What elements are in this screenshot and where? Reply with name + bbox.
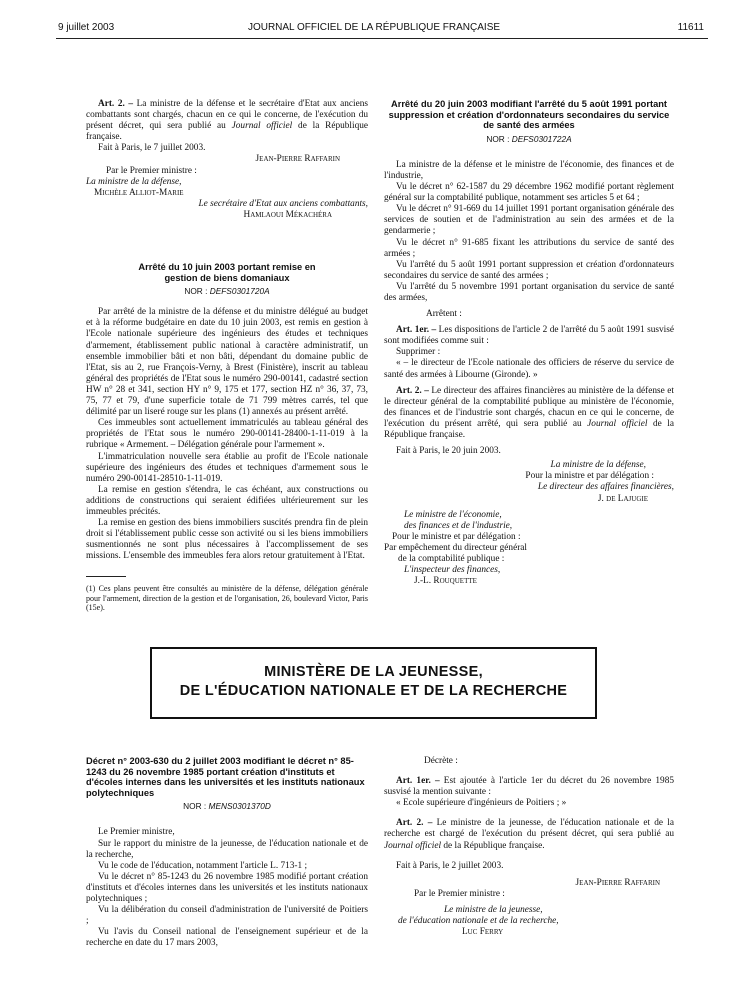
arrete-10-juin-title: Arrêté du 10 juin 2003 portant remise en gestion de biens domaniaux	[138, 262, 316, 283]
secretaire-etat-title: Le secrétaire d'Etat aux anciens combattants,	[198, 198, 368, 209]
header-page-number: 11611	[677, 22, 704, 33]
fait-a-paris: Fait à Paris, le 7 juillet 2003.	[98, 143, 206, 154]
arrete-10-juin	[86, 262, 368, 562]
header-rule	[56, 38, 708, 39]
sig1-title: La ministre de la défense,	[550, 460, 646, 471]
supprimer-label: Supprimer :	[396, 347, 441, 358]
ministry-line-2: DE L'ÉDUCATION NATIONALE ET DE LA RECHERCHE	[179, 683, 568, 699]
sig2-title: des finances et de l'industrie,	[404, 520, 513, 531]
sig2-delegation: Pour le ministre et par délégation :	[392, 531, 521, 542]
decret-continued	[384, 756, 674, 938]
ministre-defense-name: Michèle Alliot-Marie	[94, 187, 184, 198]
article-2-paragraph: Art. 2. – La ministre de la défense et le secrétaire d'Etat aux anciens combattants sont chargés, chacun en ce qui le concerne, de l'exécution du présent décret, qui sera publié au Journal officiel de la République française.	[86, 99, 369, 143]
ministry-banner	[150, 647, 597, 719]
ministre-defense-title: La ministre de la défense,	[86, 176, 182, 187]
arretent: Arrêtent :	[426, 309, 462, 320]
signature-prime-minister: Jean-Pierre Raffarin	[255, 154, 340, 165]
footnote-rule	[86, 576, 126, 577]
decret-nor: NOR : MENS0301370D	[183, 801, 271, 812]
visa-paragraph: Vu le décret n° 62-1587 du 29 décembre 1962 modifié portant règlement général sur la comptabilité publique, notamment ses articles 5 et 64 ;	[384, 182, 674, 204]
decret-2003-630	[86, 756, 368, 950]
arrete-20-juin-title: Arrêté du 20 juin 2003 modifiant l'arrêté du 5 août 1991 portant suppression et création d'ordonnateurs secondaires du service de santé des armées	[388, 99, 670, 131]
footnote: (1) Ces plans peuvent être consultés au ministère de la défense, délégation générale pour l'armement, direction de la gestion et de l'organisation, 26, boulevard Victor, Paris (15e).	[86, 584, 368, 613]
decret-title: Décret n° 2003-630 du 2 juillet 2003 modifiant le décret n° 85-1243 du 26 novembre 1985 portant création d'instituts et d'écoles internes dans les universités et les instituts nationaux polytechniques	[86, 756, 365, 798]
signature-prime-minister: Jean-Pierre Raffarin	[575, 877, 660, 888]
sig1-role: Le directeur des affaires financières,	[537, 482, 674, 493]
visa-paragraph: Sur le rapport du ministre de la jeunesse, de l'éducation nationale et de la recherche,	[86, 838, 368, 860]
visa-paragraph: Vu l'arrêté du 5 novembre 1991 portant organisation du service de santé des armées,	[384, 281, 674, 303]
visa-paragraph: Vu le décret n° 85-1243 du 26 novembre 1985 modifié portant création d'instituts et d'écoles internes dans les universités et les instituts nationaux polytechniques ;	[86, 871, 368, 905]
arrete-10-juin-paragraph: Par arrêté de la ministre de la défense et du ministre délégué au budget et à la réforme budgétaire en date du 10 juin 2003, est remis en gestion à l'Ecole nationale supérieure des ingénieurs des études et techniques d'armement, établissement public national à caractère administratif, un ensemble immobilier bâti et non bâti, dépendant du domaine public de l'Etat, sis au 2, rue François-Verny, à Brest (Finistère), inscrit au tableau général des propriétés de l'Etat sous le numéro 290-00141, cadastré section HW n° 28 et 341, section HY n° 9, 175 et 177, section HZ n° 36, 37, 73, 75, 77 et 79, d'une superficie totale de 71 799 mètres carrés, tel que délimité par un liseré rouge sur les plans (1) annexés au présent arrêté.	[86, 307, 368, 418]
arrete-10-juin-paragraph: L'immatriculation nouvelle sera établie au profit de l'Ecole nationale supérieure des ingénieurs des études et techniques d'armement sous le numéro 290-00141-28510-1-11-019.	[86, 451, 368, 484]
arrete-10-juin-paragraph: La remise en gestion des biens immobiliers suscités prendra fin de plein droit si l'établissement public cesse son activité ou si les biens immobiliers susmentionnés ne sont plus nécessaires à l'accomplissement de ses missions. L'ensemble des immeubles fera alors retour gratuitement à l'Etat.	[86, 518, 368, 562]
article-2-paragraph: Art. 2. – Le directeur des affaires financières au ministère de la défense et le directeur général de la comptabilité publique au ministère de l'économie, des finances et de l'industrie sont chargés, chacun en ce qui le concerne, de l'exécution du présent arrêté, qui sera publié au Journal officiel de la République française.	[384, 385, 675, 441]
ministry-line-1: MINISTÈRE DE LA JEUNESSE,	[264, 664, 483, 680]
supprimer-item: « – le directeur de l'Ecole nationale des officiers de réserve du service de santé des armées à Libourne (Gironde). »	[384, 358, 674, 380]
visa-paragraph: Le Premier ministre,	[98, 827, 175, 838]
ministre-title: Le ministre de la jeunesse,	[444, 904, 543, 915]
arrete-20-juin	[384, 99, 674, 587]
visa-paragraph: Vu l'arrêté du 5 août 1991 portant suppression et création d'ordonnateurs secondaires du service de santé des armées ;	[384, 259, 674, 281]
article-1-paragraph: Art. 1er. – Les dispositions de l'article 2 de l'arrêté du 5 août 1991 susvisé sont modifiées comme suit :	[384, 325, 675, 347]
sig2-title: Le ministre de l'économie,	[404, 509, 502, 520]
ministre-title: de l'éducation nationale et de la recherche,	[398, 916, 559, 927]
header-journal-title: JOURNAL OFFICIEL DE LA RÉPUBLIQUE FRANÇAISE	[247, 22, 501, 33]
visa-paragraph: La ministre de la défense et le ministre de l'économie, des finances et de l'industrie,	[384, 159, 674, 181]
arrete-20-juin-nor: NOR : DEFS0301722A	[486, 133, 572, 144]
fait-a-paris: Fait à Paris, le 2 juillet 2003.	[396, 860, 504, 871]
sig2-empechement: Par empêchement du directeur général	[384, 542, 527, 553]
article-1-paragraph: Art. 1er. – Est ajoutée à l'article 1er du décret du 26 novembre 1985 susvisé la mention suivante :	[384, 776, 674, 798]
header-date: 9 juillet 2003	[58, 22, 115, 33]
visa-paragraph: Vu le décret n° 91-685 fixant les attributions du service de santé des armées ;	[384, 237, 674, 259]
visa-paragraph: Vu le code de l'éducation, notamment l'article L. 713-1 ;	[98, 860, 308, 871]
sig2-role: L'inspecteur des finances,	[404, 565, 501, 576]
arrete-10-juin-paragraph: La remise en gestion s'étendra, le cas échéant, aux constructions ou additions de constructions qui seraient édifiées ultérieurement sur les immeubles précités.	[86, 484, 368, 517]
left-column-top	[86, 99, 368, 221]
decrete: Décrète :	[424, 756, 458, 766]
sig1-name: J. de Lajugie	[597, 493, 648, 504]
sig2-empechement: de la comptabilité publique :	[398, 553, 505, 564]
secretaire-etat-name: Hamlaoui Mékachéra	[243, 209, 332, 220]
article-2-paragraph: Art. 2. – Le ministre de la jeunesse, de l'éducation nationale et de la recherche est chargé de l'exécution du présent décret, qui sera publié au Journal officiel de la République française.	[384, 818, 675, 851]
fait-a-paris: Fait à Paris, le 20 juin 2003.	[396, 446, 501, 457]
par-premier-ministre: Par le Premier ministre :	[414, 888, 505, 899]
visa-paragraph: Vu la délibération du conseil d'administration de l'université de Poitiers ;	[86, 905, 368, 927]
ministre-name: Luc Ferry	[462, 927, 504, 938]
visa-paragraph: Vu l'avis du Conseil national de l'enseignement supérieur et de la recherche en date du 17 mars 2003,	[86, 927, 368, 949]
arrete-10-juin-paragraph: Ces immeubles sont actuellement immatriculés au tableau général des propriétés de l'Etat sous le numéro 290-00141-28400-1-11-019 à la rubrique « Armement. – Délégation générale pour l'armement ».	[86, 418, 368, 451]
visa-paragraph: Vu le décret n° 91-669 du 14 juillet 1991 portant organisation générale des services de soutien et de l'administration au sein des armées et de la gendarmerie ;	[384, 204, 674, 237]
article-1-quote: « Ecole supérieure d'ingénieurs de Poitiers ; »	[396, 798, 567, 809]
par-premier-ministre: Par le Premier ministre :	[106, 165, 197, 176]
sig1-delegation: Pour la ministre et par délégation :	[525, 471, 654, 482]
arrete-10-juin-nor: NOR : DEFS0301720A	[184, 286, 270, 297]
sig2-name: J.-L. Rouquette	[414, 576, 477, 587]
